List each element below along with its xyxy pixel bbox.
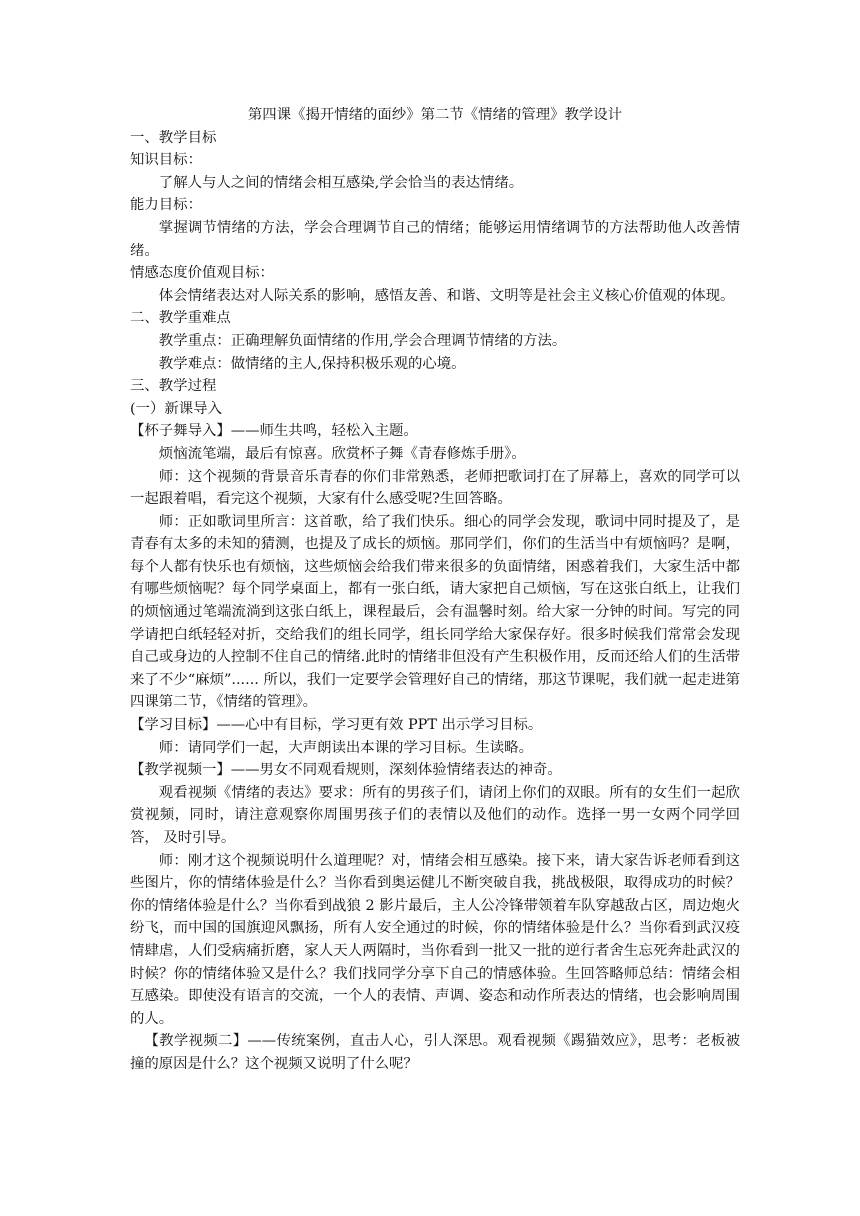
activity-heading-cup-dance: 【杯子舞导入】——师生共鸣，轻松入主题。 — [130, 423, 418, 440]
paragraph-cup-dance: 烦恼流笔端，最后有惊喜。欣赏杯子舞《青春修炼手册》。 — [158, 445, 526, 462]
paragraph-key-point: 教学重点：正确理解负面情绪的作用,学会合理调节情绪的方法。 — [158, 332, 567, 349]
section-heading-goals: 一、教学目标 — [130, 129, 217, 146]
paragraph-video-one-discussion: 师：刚才这个视频说明什么道理呢？对，情绪会相互感染。接下来，请大家告诉老师看到这些图片，你的情绪体验是什么？当你看到奥运健儿不断突破自我，挑战极限，取得成功的时候？你的情绪体验是什么？当你看到战狼 2 影片最后，主人公冷锋带领着车队穿越敌占区，周边炮火纷飞，而中国的国旗迎风飘扬，所有人安全通过的时候，你的情绪体验是什么？当你看到武汉疫情肆虐，人们受病痛折磨，家人天人两隔时，当你看到一批又一批的逆行者舍生忘死奔赴武汉的时候？你的情绪体验又是什么？我们找同学分享下自己的情感体验。生回答略师总结：情绪会相互感染。即使没有语言的交流，一个人的表情、声调、姿态和动作所表达的情绪，也会影响周围的人。 — [130, 852, 740, 1027]
paragraph-teacher-lead-in: 师：正如歌词里所言：这首歌，给了我们快乐。细心的同学会发现，歌词中同时提及了，是青春有太多的未知的猜测，也提及了成长的烦恼。那同学们，你们的生活当中有烦恼吗？是啊，每个人都有快乐也有烦恼，这些烦恼会给我们带来很多的负面情绪，困惑着我们，大家生活中都有哪些烦恼呢？每个同学桌面上，都有一张白纸，请大家把自己烦恼，写在这张白纸上，让我们的烦恼通过笔端流淌到这张白纸上，课程最后，会有温馨时刻。给大家一分钟的时间。写完的同学请把白纸轻轻对折，交给我们的组长同学，组长同学给大家保存好。很多时候我们常常会发现自己或身边的人控制不住自己的情绪.此时的情绪非但没有产生积极作用，反而还给人们的生活带来了不少“麻烦”...... 所以，我们一定要学会管理好自己的情绪，那这节课呢，我们就一起走进第四课第二节，《情绪的管理》。 — [130, 513, 740, 711]
subheading-knowledge-goal: 知识目标： — [130, 152, 202, 169]
subheading-ability-goal: 能力目标： — [130, 197, 202, 214]
paragraph-ability-goal: 掌握调节情绪的方法，学会合理调节自己的情绪；能够运用情绪调节的方法帮助他人改善情绪。 — [130, 219, 740, 259]
paragraph-difficult-point: 教学难点：做情绪的主人,保持积极乐观的心境。 — [158, 355, 466, 372]
paragraph-values-goal: 体会情绪表达对人际关系的影响，感悟友善、和谐、文明等是社会主义核心价值观的体现。 — [158, 287, 735, 304]
paragraph-teacher-question: 师：这个视频的背景音乐青春的你们非常熟悉，老师把歌词打在了屏幕上，喜欢的同学可以一起跟着唱，看完这个视频，大家有什么感受呢?生回答略。 — [130, 468, 740, 508]
activity-heading-learning-goals: 【学习目标】——心中有目标，学习更有效 PPT 出示学习目标。 — [130, 717, 543, 734]
subheading-values-goal: 情感态度价值观目标： — [130, 265, 274, 282]
section-heading-process: 三、教学过程 — [130, 378, 217, 395]
activity-heading-video-one: 【教学视频一】——男女不同观看规则，深刻体验情绪表达的神奇。 — [130, 762, 562, 779]
paragraph-read-goals: 师：请同学们一起，大声朗读出本课的学习目标。生读略。 — [158, 739, 533, 756]
document-page — [130, 104, 740, 1076]
paragraph-video-one-instructions: 观看视频《情绪的表达》要求：所有的男孩子们，请闭上你们的双眼。所有的女生们一起欣赏视频，同时，请注意观察你周围男孩子们的表情以及他们的动作。选择一男一女两个同学回答， 及时引导。 — [130, 784, 740, 846]
subheading-introduction: (一）新课导入 — [130, 400, 222, 417]
document-title: 第四课《揭开情绪的面纱》第二节《情绪的管理》教学设计 — [247, 107, 623, 123]
paragraph-knowledge-goal: 了解人与人之间的情绪会相互感染,学会恰当的表达情绪。 — [158, 174, 524, 191]
paragraph-video-two: 【教学视频二】——传统案例，直击人心，引人深思。观看视频《踢猫效应》，思考：老板被撞的原因是什么？这个视频又说明了什么呢？ — [130, 1033, 740, 1072]
section-heading-key-points: 二、教学重难点 — [130, 310, 231, 327]
